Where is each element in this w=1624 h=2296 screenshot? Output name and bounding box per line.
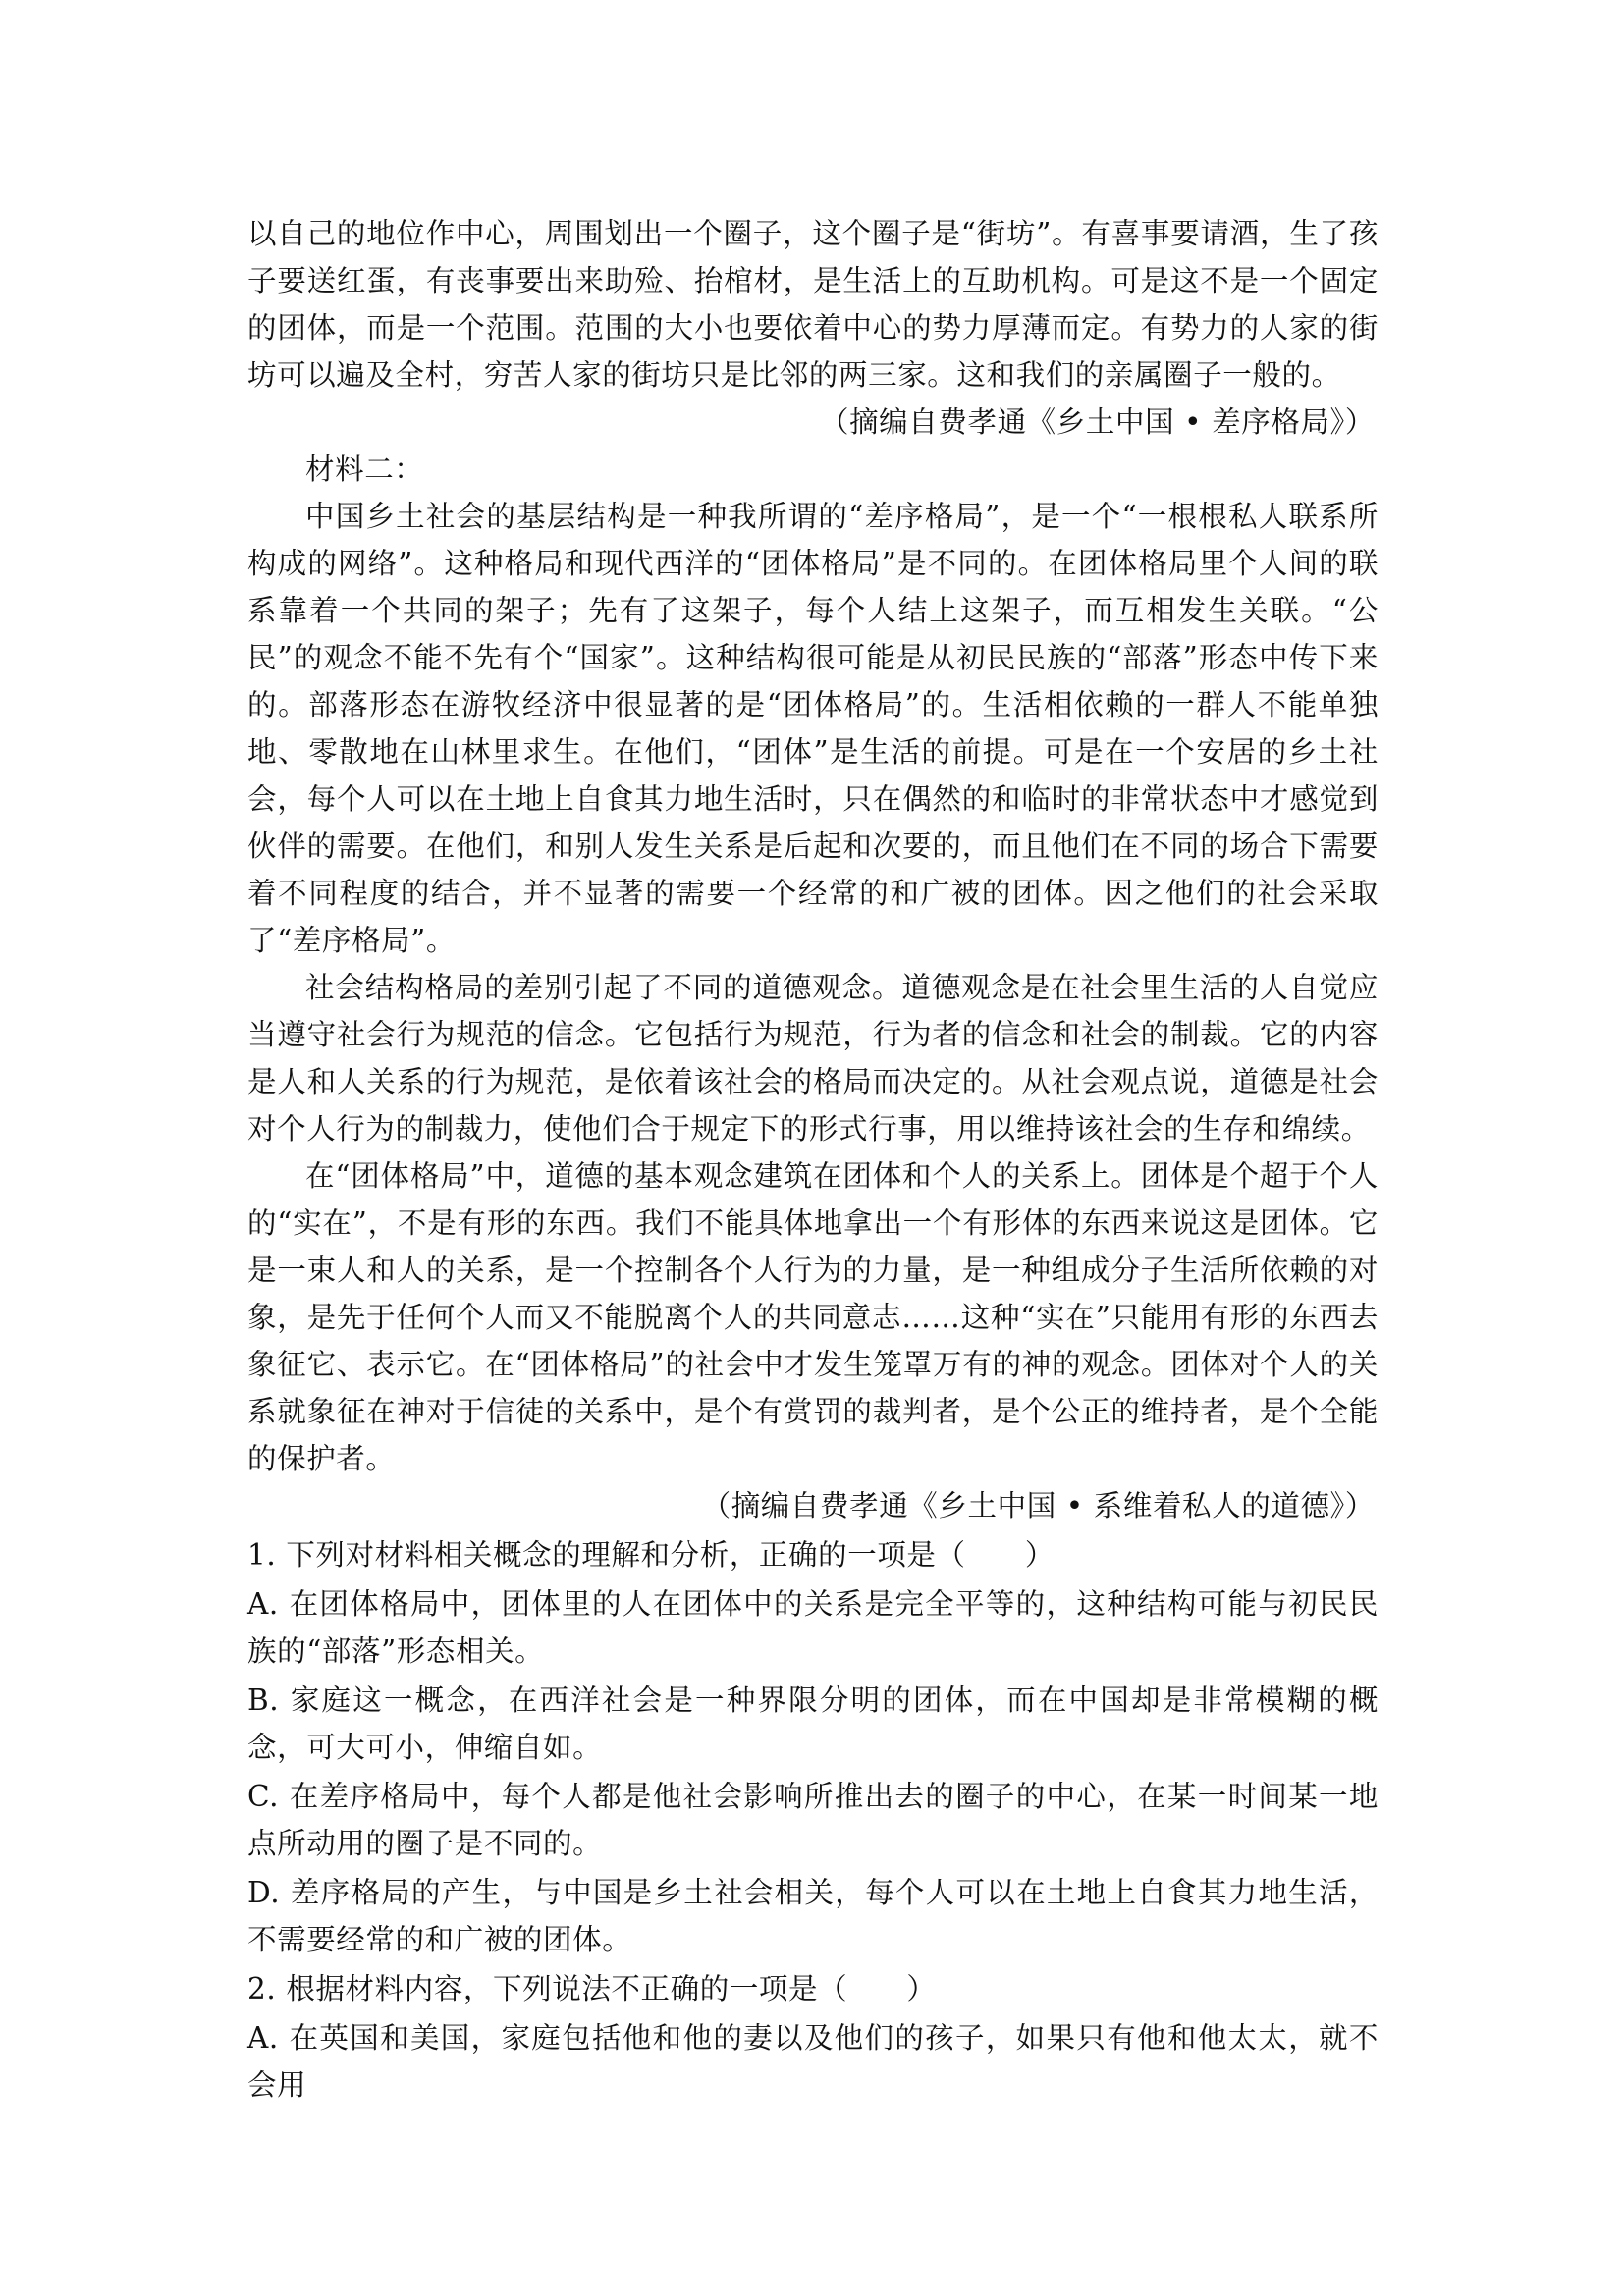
question-1-option-c: C. 在差序格局中，每个人都是他社会影响所推出去的圈子的中心，在某一时间某一地点所动用的圈子是不同的。 bbox=[247, 1780, 1379, 1860]
material-2-label: 材料二： bbox=[305, 453, 424, 486]
material-1-source: （摘编自费孝通《乡土中国 • 差序格局》） bbox=[819, 405, 1375, 439]
material-2-source: （摘编自费孝通《乡土中国 • 系维着私人的道德》） bbox=[701, 1489, 1375, 1522]
material-2-paragraph-2: 社会结构格局的差别引起了不同的道德观念。道德观念是在社会里生活的人自觉应当遵守社会行为规范的信念。它包括行为规范，行为者的信念和社会的制裁。它的内容是人和人关系的行为规范，是依着该社会的格局而决定的。从社会观点说，道德是社会对个人行为的制裁力，使他们合于规定下的形式行事，用以维持该社会的生存和绵续。 bbox=[247, 971, 1379, 1146]
question-1-stem: 1. 下列对材料相关概念的理解和分析，正确的一项是（ ） bbox=[247, 1538, 1055, 1572]
question-2-option-a: A. 在英国和美国，家庭包括他和他的妻以及他们的孩子，如果只有他和他太太，就不会用 bbox=[247, 2021, 1379, 2102]
material-2-paragraph-1: 中国乡土社会的基层结构是一种我所谓的“差序格局”，是一个“一根根私人联系所构成的网络”。这种格局和现代西洋的“团体格局”是不同的。在团体格局里个人间的联系靠着一个共同的架子；先有了这架子，每个人结上这架子，而互相发生关联。“公民”的观念不能不先有个“国家”。这种结构很可能是从初民民族的“部落”形态中传下来的。部落形态在游牧经济中很显著的是“团体格局”的。生活相依赖的一群人不能单独地、零散地在山林里求生。在他们，“团体”是生活的前提。可是在一个安居的乡土社会，每个人可以在土地上自食其力地生活时，只在偶然的和临时的非常状态中才感觉到伙伴的需要。在他们，和别人发生关系是后起和次要的，而且他们在不同的场合下需要着不同程度的结合，并不显著的需要一个经常的和广被的团体。因之他们的社会采取了“差序格局”。 bbox=[247, 500, 1379, 957]
question-1-option-b: B. 家庭这一概念，在西洋社会是一种界限分明的团体，而在中国却是非常模糊的概念，可大可小，伸缩自如。 bbox=[247, 1683, 1379, 1764]
question-2-stem: 2. 根据材料内容，下列说法不正确的一项是（ ） bbox=[247, 1972, 937, 2005]
question-1-option-a: A. 在团体格局中，团体里的人在团体中的关系是完全平等的，这种结构可能与初民民族的“部落”形态相关。 bbox=[247, 1587, 1379, 1668]
material-2-paragraph-3: 在“团体格局”中，道德的基本观念建筑在团体和个人的关系上。团体是个超于个人的“实在”，不是有形的东西。我们不能具体地拿出一个有形体的东西来说这是团体。它是一束人和人的关系，是一个控制各个人行为的力量，是一种组成分子生活所依赖的对象，是先于任何个人而又不能脱离个人的共同意志……这种“实在”只能用有形的东西去象征它、表示它。在“团体格局”的社会中才发生笼罩万有的神的观念。团体对个人的关系就象征在神对于信徒的关系中，是个有赏罚的裁判者，是个公正的维持者，是个全能的保护者。 bbox=[247, 1159, 1379, 1475]
material-1-paragraph: 以自己的地位作中心，周围划出一个圈子，这个圈子是“街坊”。有喜事要请酒，生了孩子要送红蛋，有丧事要出来助殓、抬棺材，是生活上的互助机构。可是这不是一个固定的团体，而是一个范围。范围的大小也要依着中心的势力厚薄而定。有势力的人家的街坊可以遍及全村，穷苦人家的街坊只是比邻的两三家。这和我们的亲属圈子一般的。 bbox=[247, 217, 1379, 392]
question-1-option-d: D. 差序格局的产生，与中国是乡土社会相关，每个人可以在土地上自食其力地生活，不需要经常的和广被的团体。 bbox=[247, 1876, 1379, 1956]
document-page bbox=[247, 210, 1379, 2109]
